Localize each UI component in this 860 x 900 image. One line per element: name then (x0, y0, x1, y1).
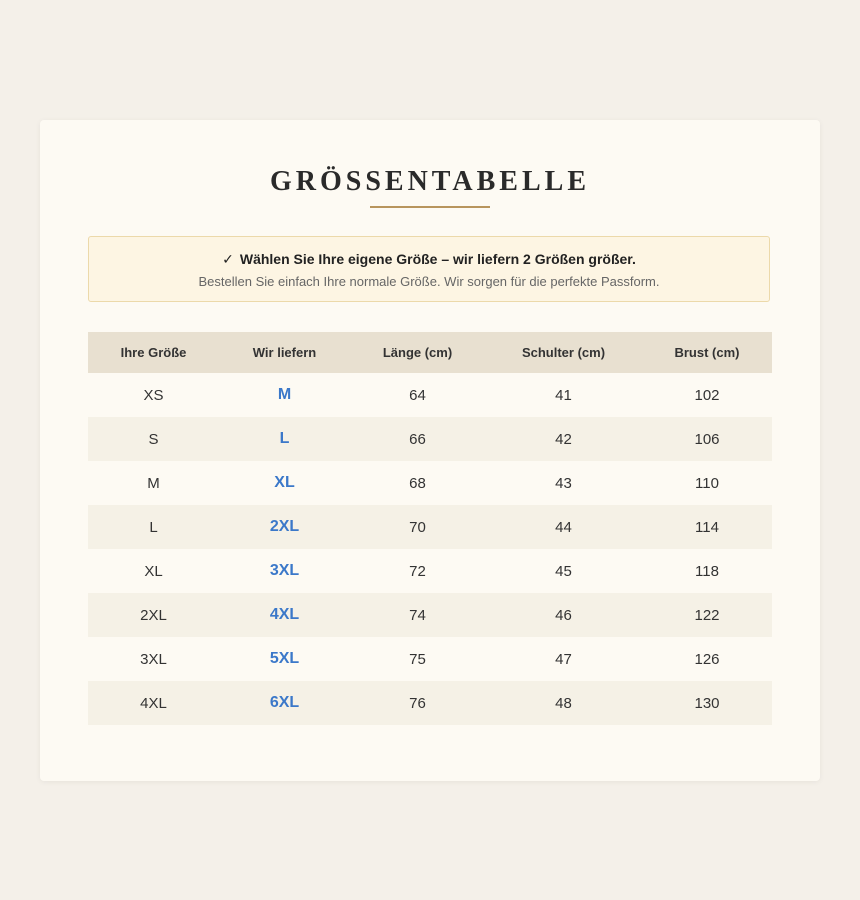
cell-shoulder: 45 (485, 549, 642, 593)
cell-shoulder: 43 (485, 461, 642, 505)
cell-chest: 122 (642, 593, 772, 637)
table-row (88, 373, 772, 417)
cell-chest: 118 (642, 549, 772, 593)
cell-your-size: S (88, 417, 219, 461)
table-row (88, 461, 772, 505)
table-row (88, 637, 772, 681)
cell-your-size: M (88, 461, 219, 505)
page-title: GRÖSSENTABELLE (269, 166, 591, 197)
column-header-we-deliver: Wir liefern (219, 332, 350, 373)
cell-deliver-size: L (219, 417, 350, 461)
cell-length: 68 (350, 461, 485, 505)
cell-your-size: 2XL (88, 593, 219, 637)
cell-your-size: 4XL (88, 681, 219, 725)
cell-length: 70 (350, 505, 485, 549)
table-row (88, 505, 772, 549)
cell-chest: 102 (642, 373, 772, 417)
cell-length: 74 (350, 593, 485, 637)
cell-your-size: XS (88, 373, 219, 417)
cell-shoulder: 48 (485, 681, 642, 725)
column-header-shoulder: Schulter (cm) (485, 332, 642, 373)
size-table (88, 332, 772, 725)
cell-shoulder: 46 (485, 593, 642, 637)
column-header-your-size: Ihre Größe (88, 332, 219, 373)
cell-chest: 106 (642, 417, 772, 461)
size-notice (88, 236, 770, 302)
cell-shoulder: 41 (485, 373, 642, 417)
cell-shoulder: 44 (485, 505, 642, 549)
cell-deliver-size: 4XL (219, 593, 350, 637)
cell-deliver-size: 3XL (219, 549, 350, 593)
cell-length: 72 (350, 549, 485, 593)
cell-shoulder: 42 (485, 417, 642, 461)
cell-your-size: XL (88, 549, 219, 593)
notice-headline-line (89, 251, 769, 268)
notice-subtext: Bestellen Sie einfach Ihre normale Größe. Wir sorgen für die perfekte Passform. (198, 274, 660, 289)
table-header-row (88, 332, 772, 373)
cell-length: 64 (350, 373, 485, 417)
table-row (88, 681, 772, 725)
notice-headline: Wählen Sie Ihre eigene Größe – wir liefern 2 Größen größer. (239, 251, 636, 267)
cell-deliver-size: 6XL (219, 681, 350, 725)
cell-deliver-size: 2XL (219, 505, 350, 549)
column-header-chest: Brust (cm) (642, 332, 772, 373)
size-chart-card (40, 120, 820, 781)
check-icon: ✓ (222, 251, 234, 267)
cell-deliver-size: XL (219, 461, 350, 505)
column-header-length: Länge (cm) (350, 332, 485, 373)
cell-length: 76 (350, 681, 485, 725)
cell-chest: 110 (642, 461, 772, 505)
cell-chest: 126 (642, 637, 772, 681)
cell-your-size: 3XL (88, 637, 219, 681)
table-row (88, 417, 772, 461)
cell-chest: 130 (642, 681, 772, 725)
cell-deliver-size: M (219, 373, 350, 417)
cell-length: 75 (350, 637, 485, 681)
cell-shoulder: 47 (485, 637, 642, 681)
cell-length: 66 (350, 417, 485, 461)
cell-chest: 114 (642, 505, 772, 549)
title-underline (370, 206, 490, 208)
cell-deliver-size: 5XL (219, 637, 350, 681)
table-row (88, 549, 772, 593)
table-row (88, 593, 772, 637)
cell-your-size: L (88, 505, 219, 549)
